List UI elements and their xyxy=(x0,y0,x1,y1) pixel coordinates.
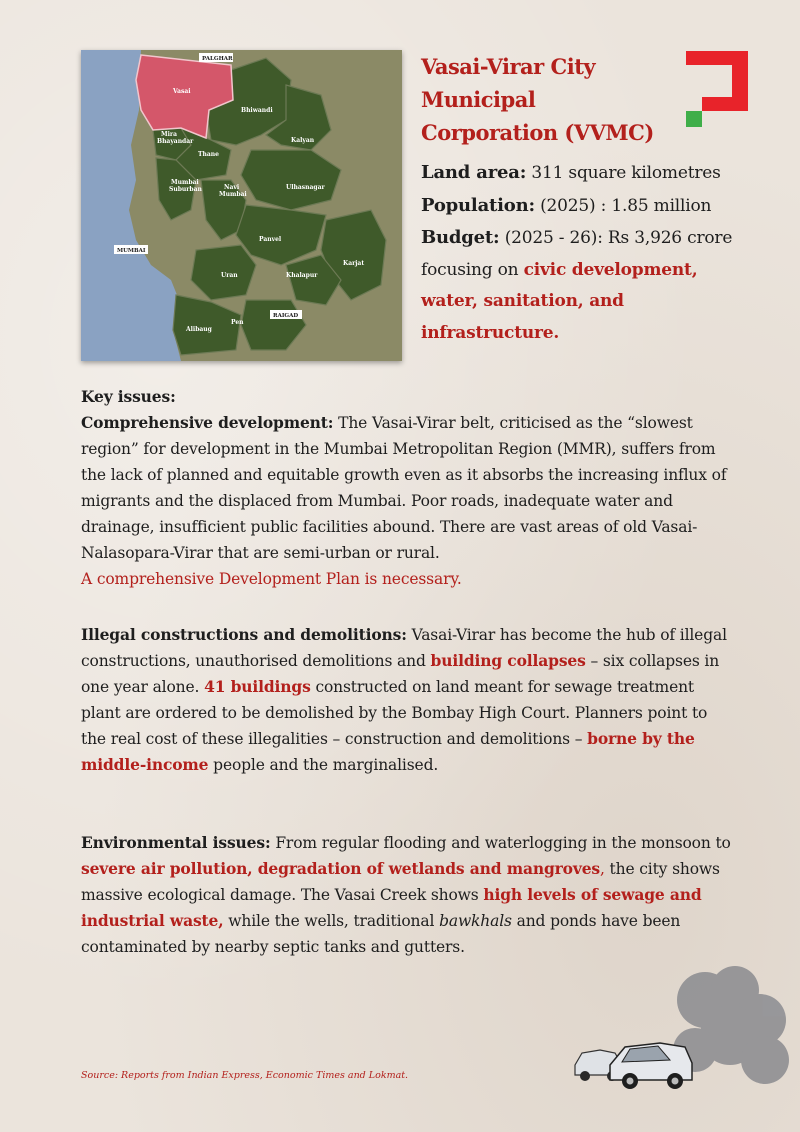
map-label-thane: Thane xyxy=(198,151,219,158)
map-label-mira: Mira xyxy=(161,131,177,138)
map-label-navi-mumbai-1: Navi xyxy=(224,184,240,191)
car-front xyxy=(610,1043,692,1089)
brand-logo xyxy=(686,51,748,127)
comprehensive-label: Comprehensive development: xyxy=(81,413,334,432)
mmr-map xyxy=(81,50,402,361)
comprehensive-highlight: A comprehensive Development Plan is necessary. xyxy=(81,570,462,588)
fact-focus-2: water, sanitation, and xyxy=(421,291,624,311)
fact-land-area: Land area: 311 square kilometres xyxy=(421,162,721,183)
map-label-bhayandar: Bhayandar xyxy=(157,138,194,145)
map-label-kalyan: Kalyan xyxy=(291,137,315,144)
map-label-uran: Uran xyxy=(221,272,238,279)
source-note: Source: Reports from Indian Express, Economic Times and Lokmat. xyxy=(81,1070,409,1081)
map-label-panvel: Panvel xyxy=(259,236,282,243)
fact-population: Population: (2025) : 1.85 million xyxy=(421,194,712,216)
fact-focus-3: infrastructure. xyxy=(421,322,560,343)
map-label-mumbai-suburban-1: Mumbai xyxy=(171,179,199,186)
key-issues-heading: Key issues: xyxy=(81,387,176,406)
map-label-alibaug: Alibaug xyxy=(186,326,212,333)
map-label-mumbai: MUMBAI xyxy=(117,248,146,254)
title-line-3: Corporation (VVMC) xyxy=(421,120,654,145)
map-label-mumbai-suburban-2: Suburban xyxy=(169,186,202,193)
comprehensive-text: The Vasai-Virar belt, criticised as the “slowest region” for development in the Mumbai Metropolitan Region (MMR), suffers from the lack of planned and equitable growth even as it absorbs the increasing influx of migrants and the displaced from Mumbai. Poor roads, inadequate water and drainage, insufficient public facilities abound. There are vast areas of old Vasai-Nalasopara-Virar that are semi-urban or rural. xyxy=(81,414,727,562)
map-label-karjat: Karjat xyxy=(343,260,365,267)
map-label-bhiwandi: Bhiwandi xyxy=(241,107,273,114)
section-illegal: Illegal constructions and demolitions: Vasai-Virar has become the hub of illegal constructions, unauthorised demolitions and building collapses – six collapses in one year alone. 41 buildings constructed on land meant for sewage treatment plant are ordered to be demolished by the Bombay High Court. Planners point to the real cost of these illegalities – construction and demolitions – borne by the middle-income people and the marginalised. xyxy=(81,625,727,774)
map-label-khalapur: Khalapur xyxy=(286,272,318,279)
title-line-2: Municipal xyxy=(421,87,536,112)
map-label-navi-mumbai-2: Mumbai xyxy=(219,191,247,198)
page-title xyxy=(421,50,671,149)
section-environment: Environmental issues: From regular flooding and waterlogging in the monsoon to severe air pollution, degradation of wetlands and mangroves, the city shows massive ecological damage. The Vasai Creek shows high levels of sewage and industrial waste, while the wells, traditional bawkhals and ponds have been contaminated by nearby septic tanks and gutters. xyxy=(81,833,731,956)
pollution-illustration xyxy=(560,965,800,1095)
section-comprehensive xyxy=(81,384,731,592)
map-label-pen: Pen xyxy=(231,319,244,326)
key-facts xyxy=(421,157,751,349)
map-label-vasai: Vasai xyxy=(173,88,191,95)
map-label-palghar: PALGHAR xyxy=(202,56,233,62)
illegal-label: Illegal constructions and demolitions: xyxy=(81,625,407,644)
environment-label: Environmental issues: xyxy=(81,833,271,852)
map-label-raigad: RAIGAD xyxy=(273,313,299,319)
fact-focus: focusing on civic development, xyxy=(421,259,698,280)
title-line-1: Vasai-Virar City xyxy=(421,54,596,79)
map-label-ulhasnagar: Ulhasnagar xyxy=(286,184,325,191)
fact-budget: Budget: (2025 - 26): Rs 3,926 crore xyxy=(421,227,733,248)
